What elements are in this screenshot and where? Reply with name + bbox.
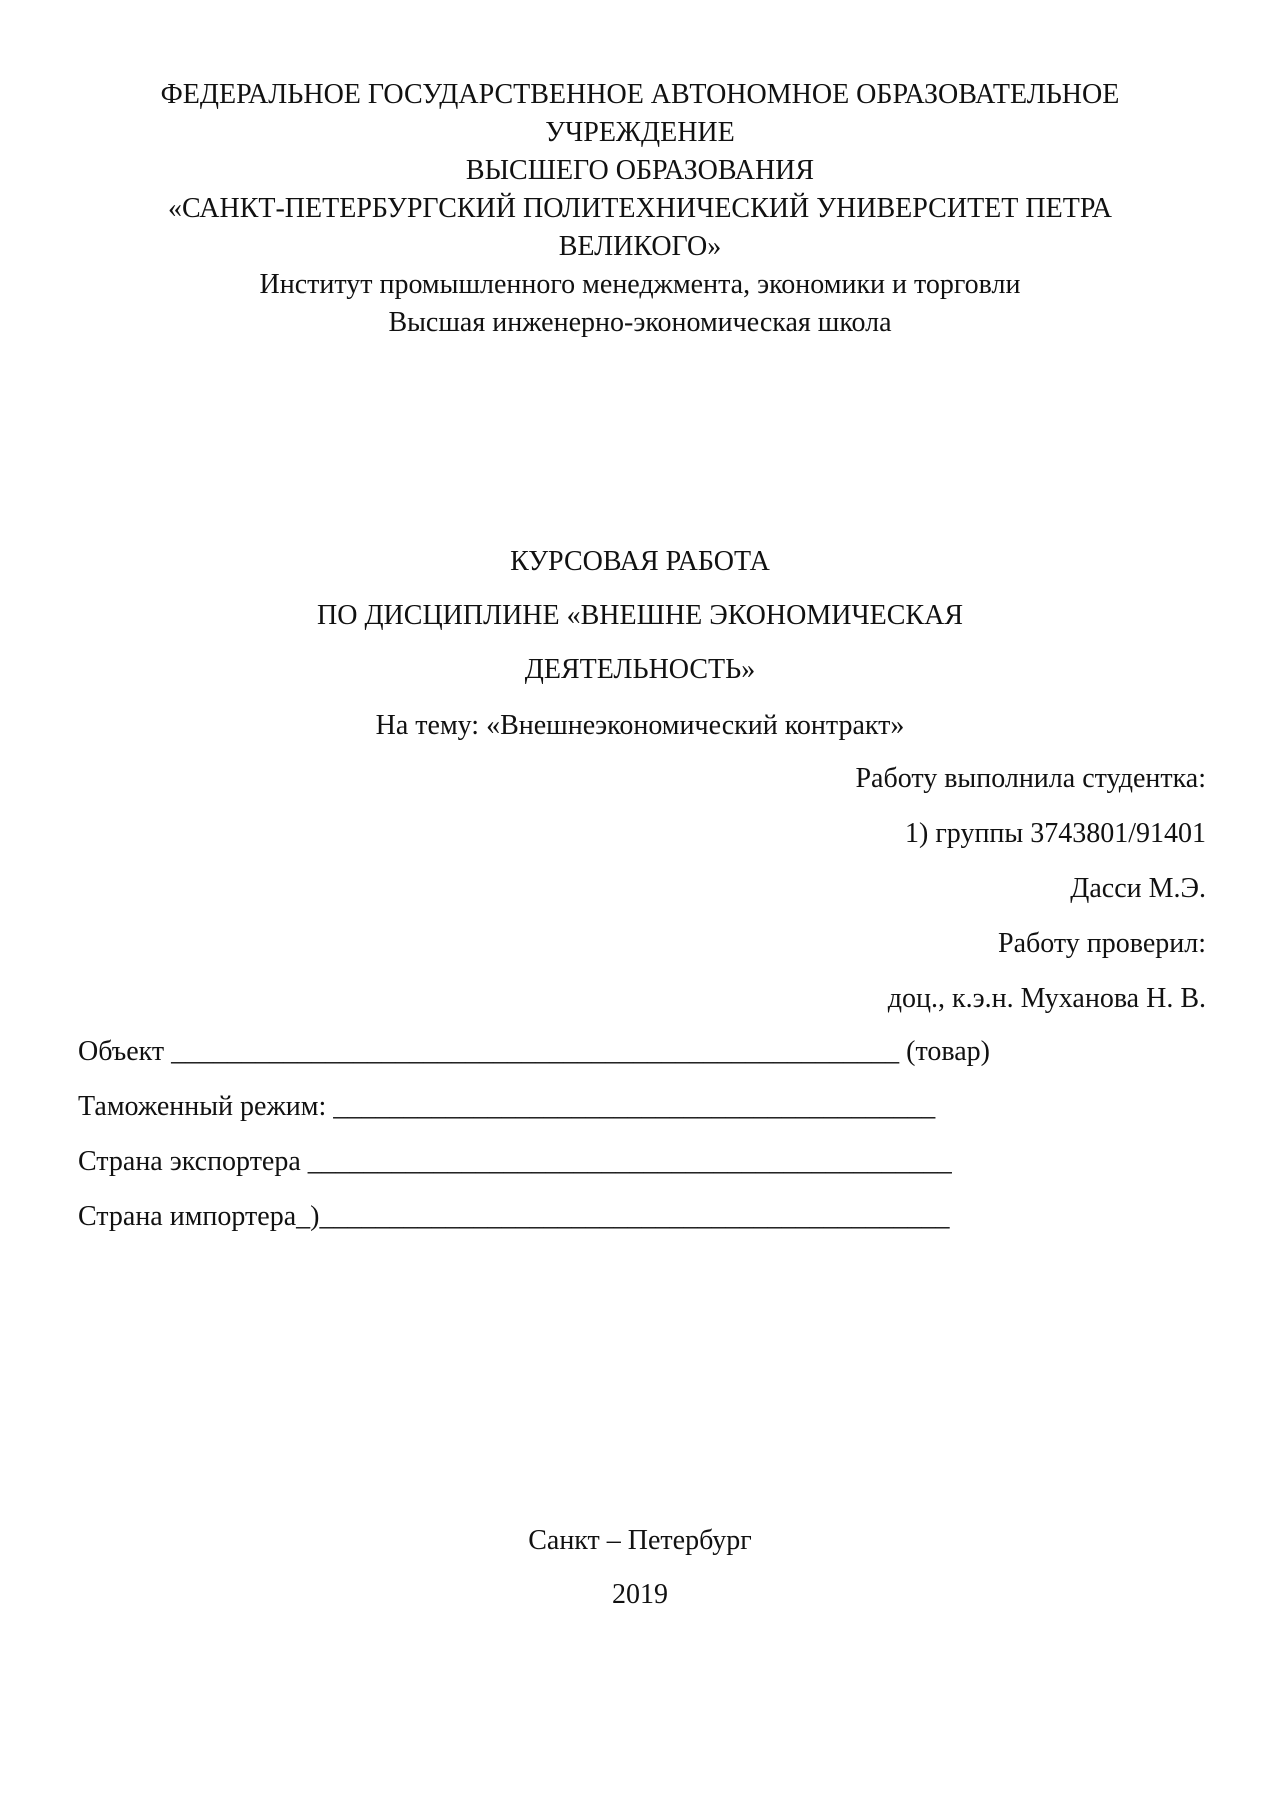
header-line: ВЕЛИКОГО» xyxy=(558,231,722,262)
institute-name: Институт промышленного менеджмента, экономики и торговли xyxy=(259,269,1021,300)
header-line: УЧРЕЖДЕНИЕ xyxy=(545,117,735,148)
year: 2019 xyxy=(612,1579,668,1610)
author-block xyxy=(855,751,1206,1026)
exporter-country-field: Страна экспортера ______________________________________________ xyxy=(78,1146,952,1177)
header-line: ФЕДЕРАЛЬНОЕ ГОСУДАРСТВЕННОЕ АВТОНОМНОЕ ОБРАЗОВАТЕЛЬНОЕ xyxy=(160,79,1120,110)
checked-by-label: Работу проверил: xyxy=(998,928,1206,959)
city: Санкт – Петербург xyxy=(528,1525,752,1556)
discipline-line-1: ПО ДИСЦИПЛИНЕ «ВНЕШНЕ ЭКОНОМИЧЕСКАЯ xyxy=(317,600,963,631)
discipline-line-2: ДЕЯТЕЛЬНОСТЬ» xyxy=(524,654,756,685)
performed-by-label: Работу выполнила студентка: xyxy=(855,763,1206,794)
header-line: ВЫСШЕГО ОБРАЗОВАНИЯ xyxy=(465,155,815,186)
work-title-block xyxy=(78,535,1202,755)
importer-country-field: Страна импортера_)_____________________________________________ xyxy=(78,1201,950,1232)
footer-block xyxy=(78,1514,1202,1622)
work-type: КУРСОВАЯ РАБОТА xyxy=(510,546,770,577)
supervisor-name: доц., к.э.н. Муханова Н. В. xyxy=(887,983,1206,1014)
header-line: «САНКТ-ПЕТЕРБУРГСКИЙ ПОЛИТЕХНИЧЕСКИЙ УНИВЕРСИТЕТ ПЕТРА xyxy=(167,193,1113,224)
student-name: Дасси М.Э. xyxy=(1070,873,1206,904)
object-field: Объект ____________________________________________________ (товар) xyxy=(78,1036,990,1067)
institution-header xyxy=(78,76,1202,342)
school-name: Высшая инженерно-экономическая школа xyxy=(388,307,892,338)
student-group: 1) группы 3743801/91401 xyxy=(905,818,1206,849)
work-topic: На тему: «Внешнеэкономический контракт» xyxy=(375,710,905,741)
customs-regime-field: Таможенный режим: ___________________________________________ xyxy=(78,1091,936,1122)
contract-fields xyxy=(78,1024,990,1244)
